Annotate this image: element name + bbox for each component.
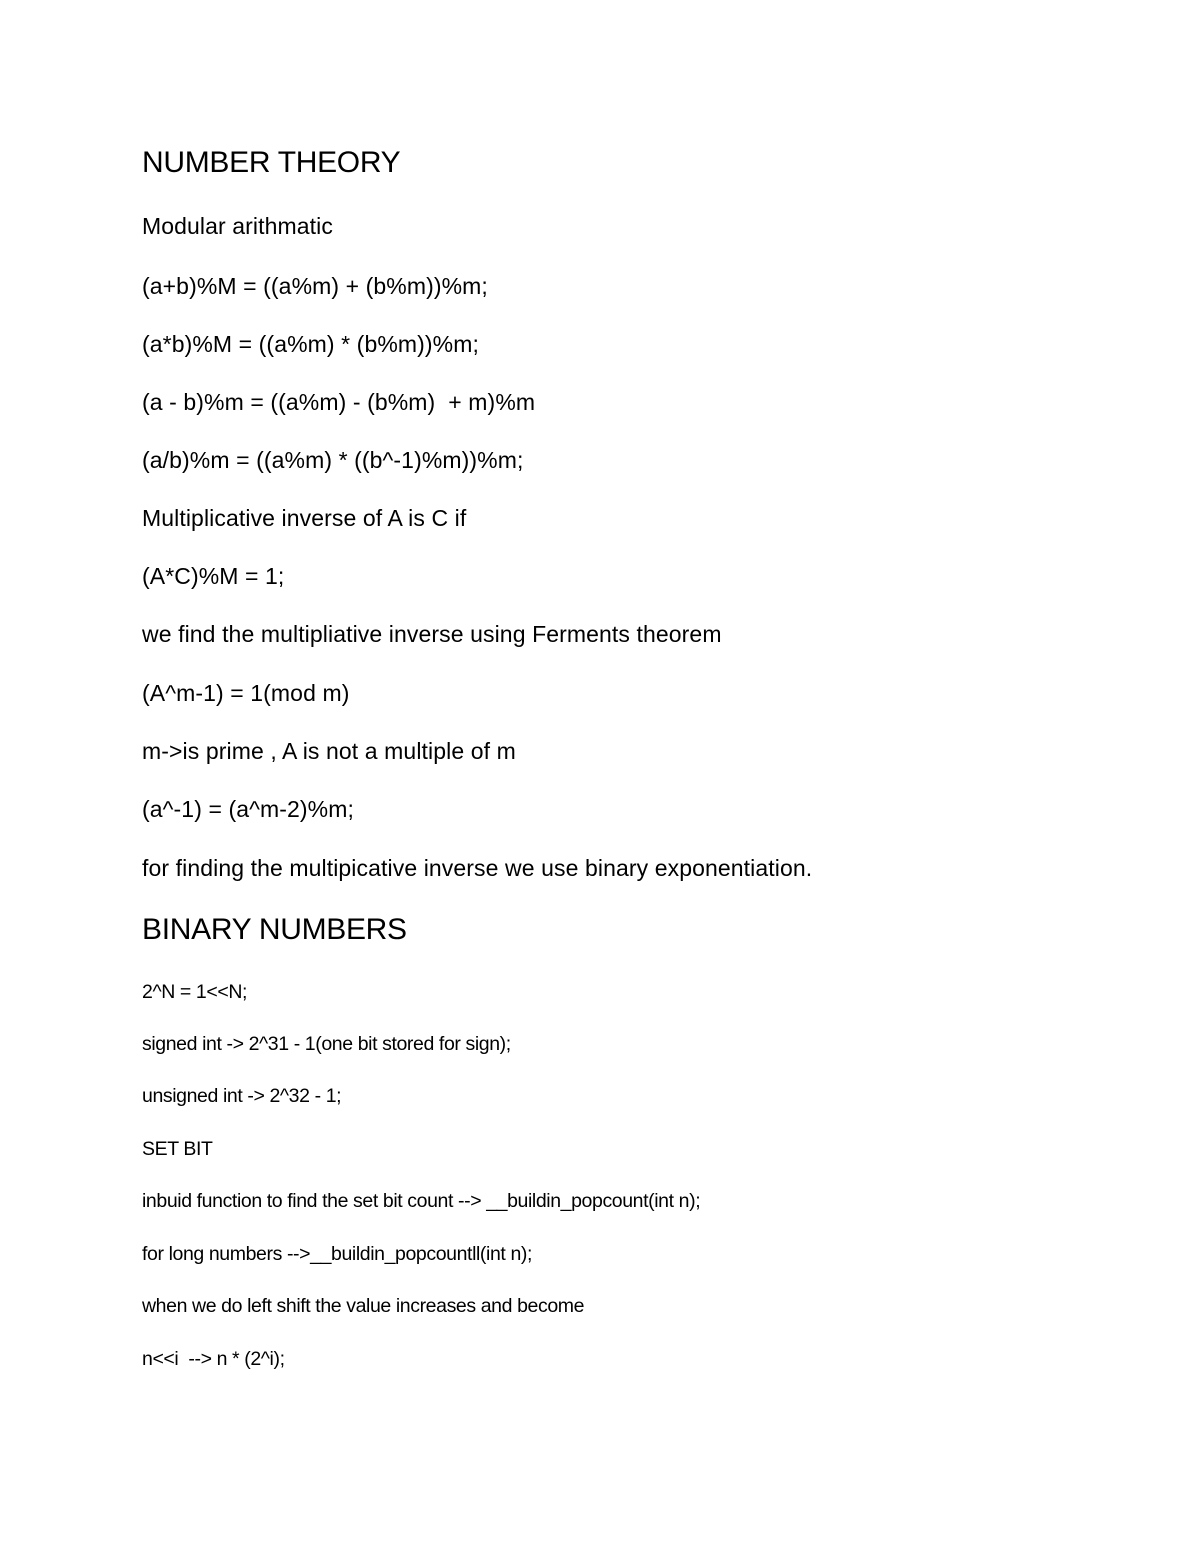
text-line: we find the multipliative inverse using Ferments theorem	[142, 621, 722, 647]
formula-line: (A^m-1) = 1(mod m)	[142, 680, 350, 706]
formula-line: (a+b)%M = ((a%m) + (b%m))%m;	[142, 273, 488, 299]
text-line: Modular arithmatic	[142, 213, 333, 239]
text-line: Multiplicative inverse of A is C if	[142, 505, 467, 531]
subheading-set-bit: SET BIT	[142, 1138, 213, 1160]
text-line: when we do left shift the value increases and become	[142, 1295, 585, 1317]
text-line: signed int -> 2^31 - 1(one bit stored for sign);	[142, 1033, 511, 1055]
text-line: m->is prime , A is not a multiple of m	[142, 738, 516, 764]
formula-line: (a*b)%M = ((a%m) * (b%m))%m;	[142, 331, 479, 357]
text-line: inbuid function to find the set bit count --> __buildin_popcount(int n);	[142, 1190, 701, 1212]
text-line: for long numbers -->__buildin_popcountll(int n);	[142, 1243, 532, 1265]
heading-binary-numbers: BINARY NUMBERS	[142, 913, 407, 946]
text-line: unsigned int -> 2^32 - 1;	[142, 1085, 342, 1107]
formula-line: (a - b)%m = ((a%m) - (b%m) + m)%m	[142, 389, 536, 415]
formula-line: 2^N = 1<<N;	[142, 981, 248, 1003]
formula-line: (a^-1) = (a^m-2)%m;	[142, 796, 354, 822]
heading-number-theory: NUMBER THEORY	[142, 146, 401, 179]
formula-line: n<<i --> n * (2^i);	[142, 1348, 285, 1370]
formula-line: (a/b)%m = ((a%m) * ((b^-1)%m))%m;	[142, 447, 524, 473]
text-line: for finding the multipicative inverse we use binary exponentiation.	[142, 855, 813, 881]
formula-line: (A*C)%M = 1;	[142, 563, 285, 589]
